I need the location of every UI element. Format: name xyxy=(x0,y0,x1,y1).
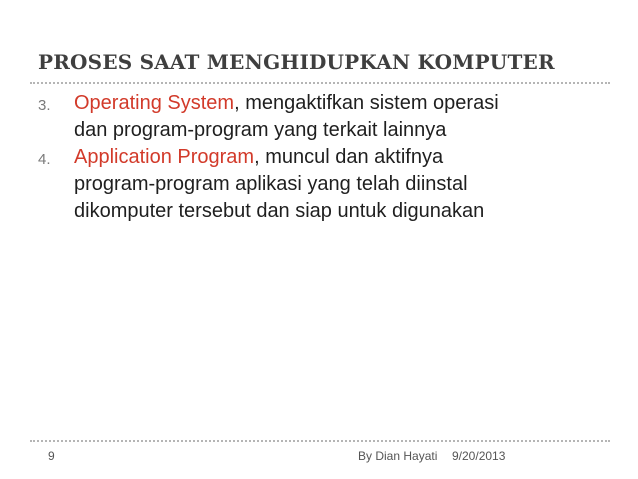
footer-divider xyxy=(30,440,610,442)
numbered-list xyxy=(38,90,598,225)
slide-number: 9 xyxy=(48,449,55,463)
list-item-highlight: Operating System xyxy=(74,92,235,114)
list-item-text: dikomputer tersebut dan siap untuk digunakan xyxy=(74,200,485,222)
footer-date: 9/20/2013 xyxy=(452,449,506,463)
list-item-text: , mengaktifkan sistem operasi xyxy=(234,92,499,114)
list-item-text: , muncul dan aktifnya xyxy=(254,146,444,168)
slide-title: PROSES SAAT MENGHIDUPKAN KOMPUTER xyxy=(38,50,555,74)
list-item-highlight: Application Program xyxy=(74,146,255,168)
list-item-number: 3. xyxy=(38,97,51,114)
title-divider xyxy=(30,82,610,84)
list-item-text: dan program-program yang terkait lainnya xyxy=(74,119,447,141)
footer-author: By Dian Hayati xyxy=(358,449,438,463)
list-item-3 xyxy=(38,90,598,144)
list-item-4 xyxy=(38,144,598,225)
list-item-text: program-program aplikasi yang telah diinstal xyxy=(74,173,468,195)
list-item-number: 4. xyxy=(38,151,51,168)
